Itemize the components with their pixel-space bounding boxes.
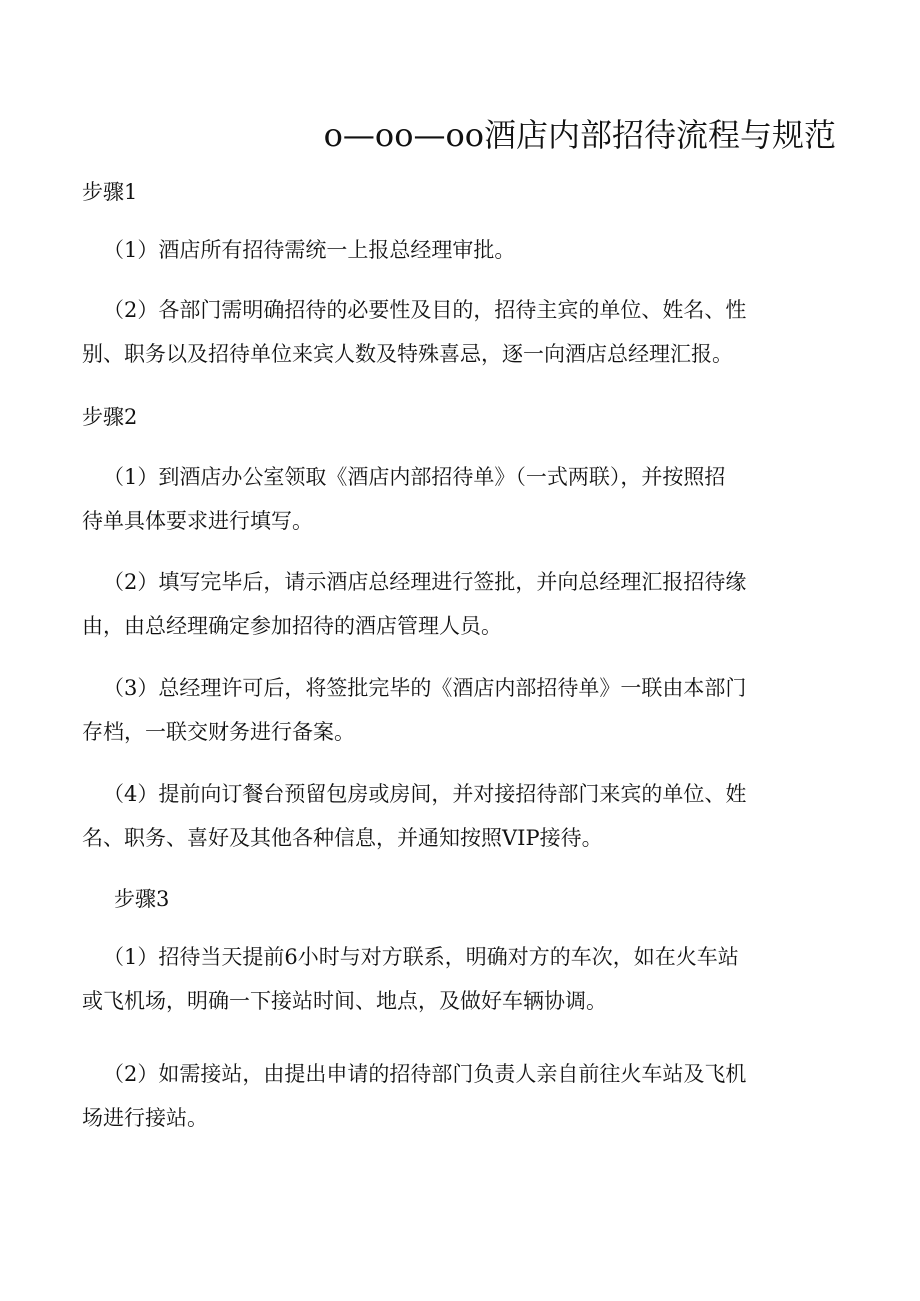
paragraph-line: 由，由总经理确定参加招待的酒店管理人员。 (82, 614, 502, 638)
step-2-paragraph-3 (82, 666, 852, 754)
paragraph-line: （2）各部门需明确招待的必要性及目的，招待主宾的单位、姓名、性 (103, 298, 747, 322)
paragraph-line: 名、职务、喜好及其他各种信息，并通知按照VIP接待。 (82, 826, 603, 850)
paragraph-line: 待单具体要求进行填写。 (82, 509, 313, 533)
step-2-paragraph-4 (82, 772, 852, 860)
paragraph-line: （3）总经理许可后，将签批完毕的《酒店内部招待单》一联由本部门 (103, 676, 747, 700)
paragraph-line: （4）提前向订餐台预留包房或房间，并对接招待部门来宾的单位、姓 (103, 782, 747, 806)
paragraph-line: 或飞机场，明确一下接站时间、地点，及做好车辆协调。 (82, 989, 607, 1013)
paragraph-line: （1）到酒店办公室领取《酒店内部招待单》（一式两联），并按照招 (103, 465, 726, 489)
step-2-heading: 步骤2 (82, 405, 138, 429)
paragraph-line: 存档，一联交财务进行备案。 (82, 720, 355, 744)
step-2-paragraph-2 (82, 560, 852, 648)
paragraph-line: （2）如需接站，由提出申请的招待部门负责人亲自前往火车站及飞机 (103, 1062, 747, 1086)
step-2-paragraph-1 (82, 455, 852, 543)
step-3-heading: 步骤3 (114, 887, 170, 911)
paragraph-line: （2）填写完毕后，请示酒店总经理进行签批，并向总经理汇报招待缘 (103, 570, 747, 594)
step-1-paragraph-1 (82, 228, 852, 272)
step-3-paragraph-1 (82, 935, 852, 1023)
step-1-paragraph-2 (82, 288, 852, 376)
paragraph-line: （1）招待当天提前6小时与对方联系，明确对方的车次，如在火车站 (103, 945, 739, 969)
paragraph-line: 别、职务以及招待单位来宾人数及特殊喜忌，逐一向酒店总经理汇报。 (82, 342, 733, 366)
step-3-paragraph-2 (82, 1052, 852, 1140)
document-title: o—oo—oo酒店内部招待流程与规范 (323, 116, 836, 154)
step-1-heading: 步骤1 (82, 180, 138, 204)
paragraph-line: 场进行接站。 (82, 1106, 208, 1130)
paragraph-line: （1）酒店所有招待需统一上报总经理审批。 (103, 238, 516, 262)
